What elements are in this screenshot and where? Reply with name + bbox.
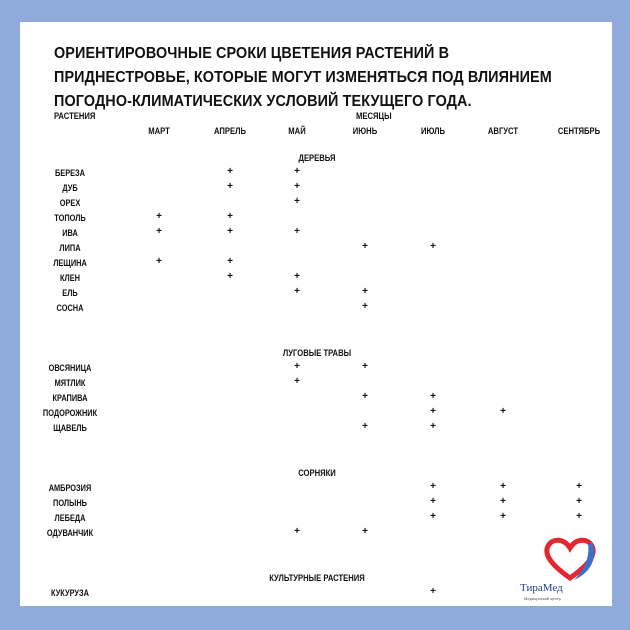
flowering-mark: + <box>227 271 233 282</box>
flowering-mark: + <box>362 241 368 252</box>
flowering-mark: + <box>576 481 582 492</box>
flowering-mark: + <box>430 586 436 597</box>
section-header: СОРНЯКИ <box>298 468 336 478</box>
plant-name: КЛЕН <box>60 273 80 283</box>
plant-name: АМБРОЗИЯ <box>48 483 92 493</box>
tiramed-logo <box>518 534 608 606</box>
month-header-2: МАЙ <box>288 126 306 136</box>
month-header-0: МАРТ <box>148 126 170 136</box>
flowering-mark: + <box>430 421 436 432</box>
flowering-mark: + <box>156 256 162 267</box>
flowering-mark: + <box>294 166 300 177</box>
plant-name: ЕЛЬ <box>62 288 78 298</box>
section-header: КУЛЬТУРНЫЕ РАСТЕНИЯ <box>269 573 365 583</box>
flowering-mark: + <box>294 196 300 207</box>
plant-name: ОРЕХ <box>59 198 81 208</box>
flowering-mark: + <box>362 361 368 372</box>
flowering-mark: + <box>294 361 300 372</box>
plant-name: ЛИПА <box>59 243 81 253</box>
plant-name: ИВА <box>62 228 78 238</box>
flowering-mark: + <box>294 181 300 192</box>
flowering-mark: + <box>156 211 162 222</box>
plant-name: ПОДОРОЖНИК <box>42 408 98 418</box>
flowering-mark: + <box>294 376 300 387</box>
flowering-mark: + <box>294 286 300 297</box>
heart-hand-icon <box>540 534 600 584</box>
section-header: ДЕРЕВЬЯ <box>298 153 336 163</box>
plant-name: БЕРЕЗА <box>54 168 86 178</box>
flowering-mark: + <box>430 496 436 507</box>
month-header-1: АПРЕЛЬ <box>213 126 246 136</box>
plant-name: ЩАВЕЛЬ <box>53 423 87 433</box>
month-header-6: СЕНТЯБРЬ <box>557 126 601 136</box>
plants-column-header: РАСТЕНИЯ <box>54 111 96 121</box>
flowering-mark: + <box>227 181 233 192</box>
flowering-mark: + <box>362 301 368 312</box>
flowering-mark: + <box>500 406 506 417</box>
flowering-mark: + <box>294 271 300 282</box>
poster-title: ОРИЕНТИРОВОЧНЫЕ СРОКИ ЦВЕТЕНИЯ РАСТЕНИЙ В ПРИДНЕСТРОВЬЕ, КОТОРЫЕ МОГУТ ИЗМЕНЯТЬСЯ ПОД ВЛИЯНИЕМ ПОГОДНО-КЛИМАТИЧЕСКИХ УСЛОВИЙ ТЕКУЩЕГО ГОДА. <box>54 45 552 110</box>
poster-card <box>20 22 612 606</box>
flowering-mark: + <box>576 496 582 507</box>
section-header: ЛУГОВЫЕ ТРАВЫ <box>282 348 352 358</box>
flowering-mark: + <box>362 391 368 402</box>
flowering-mark: + <box>227 166 233 177</box>
logo-subtitle: Медицинский центр <box>524 596 561 601</box>
flowering-mark: + <box>227 226 233 237</box>
plant-name: ТОПОЛЬ <box>54 213 86 223</box>
plant-name: ЛЕБЕДА <box>54 513 86 523</box>
plant-name: КРАПИВА <box>52 393 88 403</box>
flowering-mark: + <box>430 511 436 522</box>
plant-name: СОСНА <box>56 303 84 313</box>
flowering-mark: + <box>430 406 436 417</box>
plant-name: ДУБ <box>62 183 78 193</box>
flowering-mark: + <box>500 496 506 507</box>
flowering-mark: + <box>294 226 300 237</box>
plant-name: ОВСЯНИЦА <box>48 363 92 373</box>
plant-name: КУКУРУЗА <box>51 588 89 598</box>
plant-name: ЛЕЩИНА <box>53 258 87 268</box>
flowering-mark: + <box>156 226 162 237</box>
flowering-mark: + <box>500 481 506 492</box>
month-header-3: ИЮНЬ <box>352 126 378 136</box>
month-header-4: ИЮЛЬ <box>421 126 445 136</box>
month-header-5: АВГУСТ <box>487 126 519 136</box>
flowering-mark: + <box>362 421 368 432</box>
plant-name: ПОЛЫНЬ <box>53 498 87 508</box>
flowering-mark: + <box>362 286 368 297</box>
flowering-mark: + <box>227 256 233 267</box>
flowering-mark: + <box>430 391 436 402</box>
logo-name: ТираМед <box>520 582 563 594</box>
flowering-mark: + <box>294 526 300 537</box>
months-group-header: МЕСЯЦЫ <box>356 111 392 121</box>
flowering-mark: + <box>500 511 506 522</box>
plant-name: МЯТЛИК <box>54 378 86 388</box>
flowering-mark: + <box>430 481 436 492</box>
flowering-mark: + <box>576 511 582 522</box>
flowering-mark: + <box>430 241 436 252</box>
plant-name: ОДУВАНЧИК <box>46 528 94 538</box>
flowering-mark: + <box>227 211 233 222</box>
flowering-mark: + <box>362 526 368 537</box>
